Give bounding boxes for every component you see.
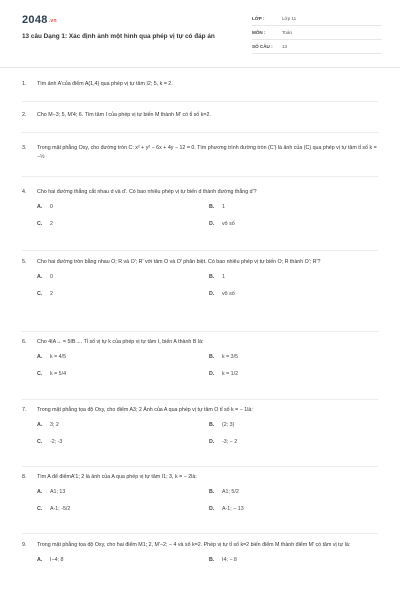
question-text: Cho M−3; 5, M'4; 6. Tìm tâm I của phép vị tự biến M thành M' có tỉ số k=2. [37, 112, 211, 118]
option-text: 2 [50, 220, 53, 227]
question-number: 4. [22, 189, 27, 195]
option-letter: B. [209, 204, 215, 211]
meta-label: SỐ CÂU : [252, 44, 273, 49]
option-letter: A. [37, 557, 43, 564]
question-1 [22, 80, 378, 89]
option-c[interactable] [37, 220, 209, 229]
option-letter: B. [209, 557, 215, 564]
divider [22, 132, 378, 133]
option-letter: D. [209, 505, 215, 512]
question-number: 2. [22, 112, 27, 118]
option-text: (2; 3) [222, 422, 235, 429]
option-letter: A. [37, 354, 43, 361]
meta-value: 13 [282, 44, 288, 49]
option-text: 3; 2 [50, 422, 59, 429]
question-7 [22, 406, 378, 447]
meta-label: LỚP : [252, 16, 265, 21]
meta-value: Lớp 11 [282, 16, 297, 21]
divider [22, 101, 378, 102]
option-letter: B. [209, 354, 215, 361]
question-number: 5. [22, 259, 27, 265]
answer-options [22, 421, 378, 447]
option-text: k = 4/5 [50, 354, 67, 361]
option-a[interactable] [37, 421, 209, 430]
question-text: Trong mặt phẳng Oxy, cho đường tròn C: x² + y² − 6x + 4y − 12 = 0. Tìm phương trình đường tròn (C') là ảnh của (C) qua phép vị tự tâm tỉ số k = −½ [37, 145, 377, 161]
option-text: vô số [222, 290, 235, 297]
option-c[interactable] [37, 370, 209, 379]
site-logo[interactable] [22, 14, 57, 26]
option-d[interactable] [209, 370, 381, 379]
logo-main: 2048 [22, 14, 48, 26]
option-b[interactable] [209, 353, 381, 362]
answer-options [22, 353, 378, 379]
logo-suffix: .vn [48, 18, 57, 24]
document-title: 13 câu Dạng 1: Xác định ảnh một hình qua phép vị tự có đáp án [22, 33, 215, 40]
question-number: 9. [22, 542, 27, 548]
option-text: I−4; 8 [50, 557, 64, 564]
option-letter: A. [37, 489, 43, 496]
option-d[interactable] [209, 505, 381, 514]
meta-row-count [252, 40, 382, 54]
option-text: vô số [222, 220, 235, 227]
option-text: k = 1/2 [222, 370, 239, 377]
answer-options [22, 488, 378, 514]
question-text: Cho hai đường thẳng cắt nhau d và d'. Có bao nhiêu phép vị tự biến d thành đường thẳng d'? [37, 189, 257, 195]
option-text: -2; -3 [50, 438, 63, 445]
option-letter: C. [37, 370, 43, 377]
option-text: k = 3/5 [222, 354, 239, 361]
meta-value: Toán [282, 30, 292, 35]
option-c[interactable] [37, 290, 209, 299]
divider [22, 331, 378, 332]
option-d[interactable] [209, 438, 381, 447]
question-number: 6. [22, 339, 27, 345]
option-text: A-1; -5/2 [50, 505, 71, 512]
question-3 [22, 144, 378, 163]
divider [22, 466, 378, 467]
option-letter: C. [37, 220, 43, 227]
option-letter: A. [37, 204, 43, 211]
question-9 [22, 541, 378, 566]
meta-label: MÔN : [252, 30, 266, 35]
option-letter: C. [37, 438, 43, 445]
question-6 [22, 338, 378, 379]
option-c[interactable] [37, 505, 209, 514]
option-b[interactable] [209, 488, 381, 497]
option-a[interactable] [37, 488, 209, 497]
option-d[interactable] [209, 290, 381, 299]
answer-options [22, 273, 378, 299]
option-letter: D. [209, 438, 215, 445]
option-b[interactable] [209, 421, 381, 430]
option-letter: A. [37, 274, 43, 281]
question-text: Trong mặt phẳng tọa độ Oxy, cho điểm A3; 2 Ảnh của A qua phép vị tự tâm O tỉ số k = − 1là: [37, 407, 253, 413]
meta-row-class [252, 12, 382, 26]
question-number: 1. [22, 81, 27, 87]
option-b[interactable] [209, 273, 381, 282]
option-b[interactable] [209, 556, 381, 565]
option-text: A1; 13 [50, 489, 66, 496]
divider [22, 250, 378, 251]
option-text: 1 [222, 274, 225, 281]
option-letter: C. [37, 290, 43, 297]
option-text: 0 [50, 204, 53, 211]
question-text: Cho hai đường tròn bằng nhau O; R và O'; R' với tâm O và O' phân biệt. Có bao nhiêu phép vị tự biến O; R thành O'; R'? [37, 259, 321, 265]
option-b[interactable] [209, 203, 381, 212]
option-text: 2 [50, 290, 53, 297]
question-8 [22, 473, 378, 514]
meta-row-subject [252, 26, 382, 40]
question-2 [22, 111, 378, 120]
answer-options [22, 203, 378, 229]
option-text: I4; − 8 [222, 557, 237, 564]
meta-table [252, 12, 382, 54]
question-5 [22, 258, 378, 299]
option-a[interactable] [37, 273, 209, 282]
question-number: 7. [22, 407, 27, 413]
option-d[interactable] [209, 220, 381, 229]
question-text: Cho 4IA→ = 5IB→. Tỉ số vị tự k của phép vị tự tâm I, biến A thành B là: [37, 339, 204, 345]
page-header [0, 0, 400, 68]
option-letter: A. [37, 422, 43, 429]
option-text: 0 [50, 274, 53, 281]
option-c[interactable] [37, 438, 209, 447]
question-4 [22, 188, 378, 229]
answer-options [22, 556, 378, 565]
option-text: -3; − 2 [222, 438, 238, 445]
option-text: k = 5/4 [50, 370, 67, 377]
question-text: Trong mặt phẳng tọa độ Oxy, cho hai điểm M1; 2, M'−2; − 4 và số k=2. Phép vị tự tỉ số k=2 biến điểm M thành điểm M' có tâm vị tự là: [37, 542, 351, 548]
option-letter: D. [209, 370, 215, 377]
option-text: 1 [222, 204, 225, 211]
divider [22, 399, 378, 400]
question-text: Tìm A để điểmA'1; 2 là ảnh của A qua phép vị tự tâm I1; 3, k = − 2là: [37, 474, 197, 480]
option-a[interactable] [37, 353, 209, 362]
option-letter: B. [209, 274, 215, 281]
question-number: 8. [22, 474, 27, 480]
option-letter: B. [209, 422, 215, 429]
question-text: Tìm ảnh A'của điểm A(1,4) qua phép vị tự tâm I2; 5, k = 2. [37, 81, 173, 87]
divider [22, 533, 378, 534]
divider [22, 176, 378, 177]
option-letter: D. [209, 220, 215, 227]
option-letter: D. [209, 290, 215, 297]
option-a[interactable] [37, 556, 209, 565]
option-letter: B. [209, 489, 215, 496]
option-a[interactable] [37, 203, 209, 212]
option-text: A-1; − 13 [222, 505, 244, 512]
question-number: 3. [22, 145, 27, 151]
option-text: A1; 5/2 [222, 489, 239, 496]
option-letter: C. [37, 505, 43, 512]
